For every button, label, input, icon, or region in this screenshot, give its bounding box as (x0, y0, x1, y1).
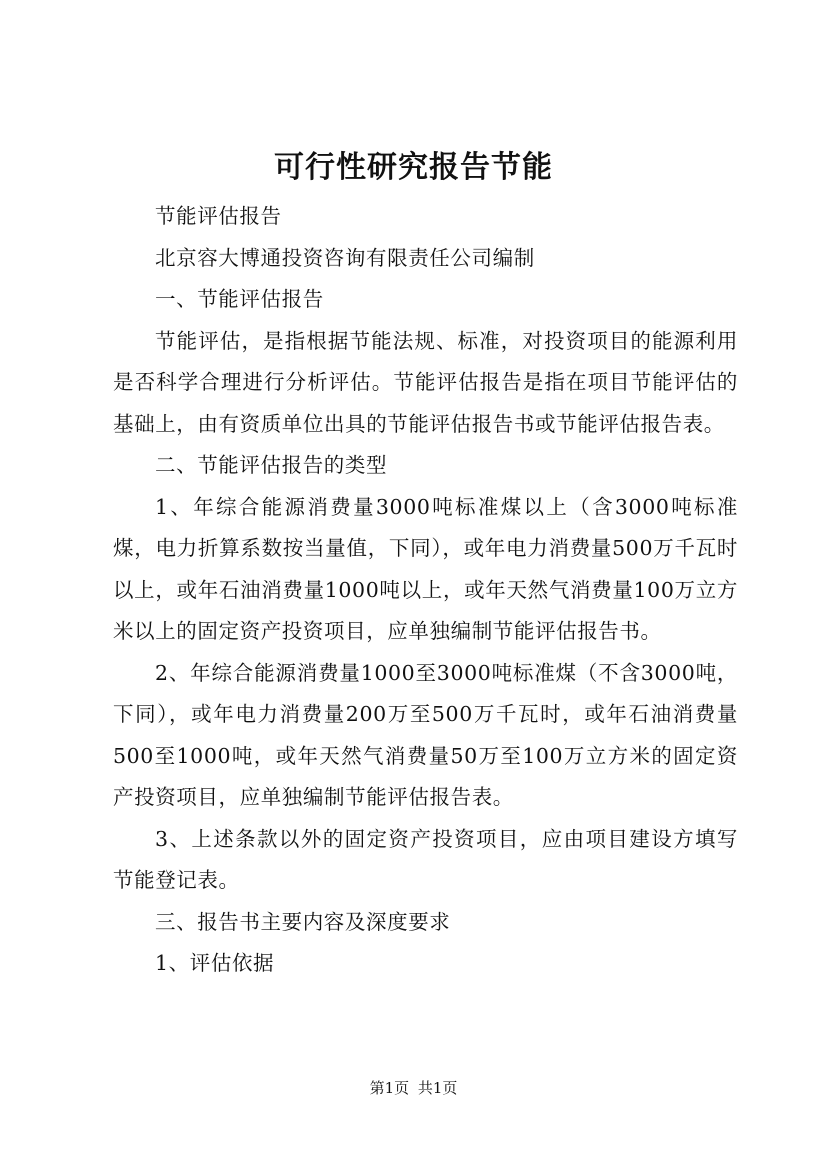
document-title: 可行性研究报告节能 (274, 150, 553, 185)
paragraph-type-3: 3、上述条款以外的固定资产投资项目，应由项目建设方填写节能登记表。 (113, 826, 738, 892)
paragraph-author: 北京容大博通投资咨询有限责任公司编制 (155, 245, 535, 270)
document-body (113, 196, 738, 985)
paragraph-definition: 节能评估，是指根据节能法规、标准，对投资项目的能源利用是否科学合理进行分析评估。节能评估报告是指在项目节能评估的基础上，由有资质单位出具的节能评估报告书或节能评估报告表。 (113, 328, 738, 436)
heading-subsection-1: 1、评估依据 (155, 951, 275, 975)
paragraph-type-1: 1、年综合能源消费量3000吨标准煤以上（含3000吨标准煤，电力折算系数按当量值，下同），或年电力消费量500万千瓦时以上，或年石油消费量1000吨以上，或年天然气消费量100万立方米以上的固定资产投资项目，应单独编制节能评估报告书。 (113, 494, 738, 643)
heading-section-3: 三、报告书主要内容及深度要求 (155, 909, 451, 934)
page-number: 第1页 (369, 1079, 410, 1097)
page-footer (0, 1078, 827, 1098)
heading-section-2: 二、节能评估报告的类型 (155, 453, 388, 477)
heading-section-1: 一、节能评估报告 (155, 287, 324, 311)
paragraph-subtitle: 节能评估报告 (155, 204, 282, 228)
page-total: 共1页 (417, 1079, 458, 1097)
paragraph-type-2: 2、年综合能源消费量1000至3000吨标准煤（不含3000吨，下同），或年电力消费量200万至500万千瓦时，或年石油消费量500至1000吨，或年天然气消费量50万至100万立方米的固定资产投资项目，应单独编制节能评估报告表。 (113, 660, 738, 809)
